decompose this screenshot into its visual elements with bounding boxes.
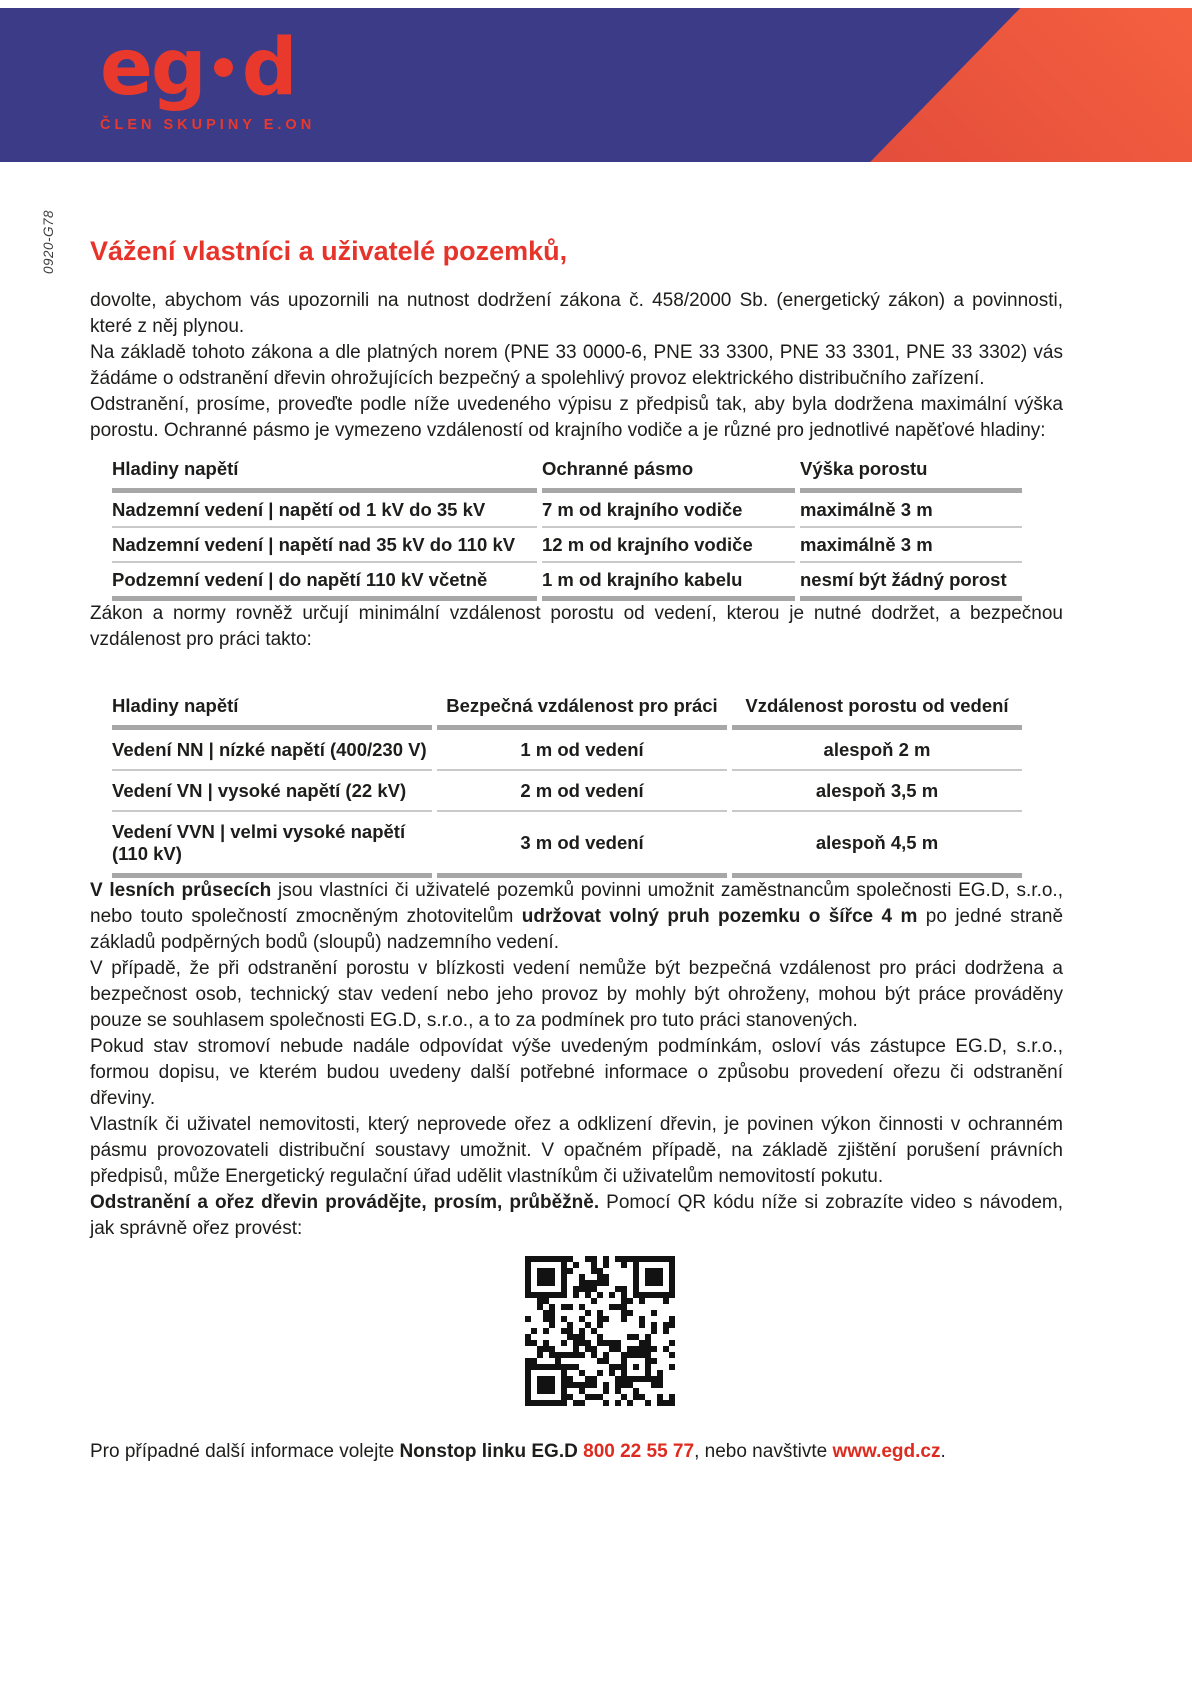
table-cell: 7 m od krajního vodiče [542,493,795,528]
text-run: po jedné straně základů podpěrných bodů (sloupů) nadzemního vedení. [90,906,1064,953]
print-code: 0920-G78 [41,209,56,274]
table-row [112,730,1022,771]
table-header-cell: Ochranné pásmo [542,454,795,493]
text-run: dovolte, abychom vás upozornili na nutnost dodržení zákona č. 458/2000 Sb. (energetický zákon) a povinnosti, které z něj plynou. [90,290,1063,337]
paragraph-intro-3 [90,392,1063,444]
table-header-cell: Výška porostu [800,454,1022,493]
egd-logo [100,22,315,133]
table-header-cell: Hladiny napětí [112,454,537,493]
logo-dot-icon [214,58,233,77]
footer-contact [90,1439,1063,1465]
table-cell: Vedení VN | vysoké napětí (22 kV) [112,771,432,812]
qr-code [525,1256,675,1406]
table-cell: Nadzemní vedení | napětí nad 35 kV do 110 kV [112,528,537,563]
table-cell: maximálně 3 m [800,493,1022,528]
paragraph-intro-2 [90,340,1063,392]
table-header-cell: Bezpečná vzdálenost pro práci [437,691,727,730]
letter-body [90,236,1063,1465]
logo-text [100,22,315,114]
table-ochranne-pasmo [107,454,1027,601]
table-header-row [112,691,1022,730]
brand-banner [0,8,1192,162]
table-row [112,771,1022,812]
hotline-label: Nonstop linku EG.D [399,1441,578,1462]
table-cell: 2 m od vedení [437,771,727,812]
table-cell: maximálně 3 m [800,528,1022,563]
logo-text-left: eg [100,23,205,113]
paragraph-qr-intro [90,1190,1063,1242]
table-row [112,812,1022,878]
text-run: Na základě tohoto zákona a dle platných norem (PNE 33 0000-6, PNE 33 3300, PNE 33 3301, PNE 33 3302) vás žádáme o odstranění dřevin ohrožujících bezpečný a spolehlivý provoz elektrického distribučního zařízení. [90,342,1063,389]
text-run: jsou vlastníci či uživatelé pozemků povinni umožnit zaměstnancům společnosti EG.D, s.r.o., nebo touto společností zmocněným zhotovitelům [90,880,1063,927]
table-cell: 1 m od vedení [437,730,727,771]
text-run: Odstranění, prosíme, proveďte podle níže uvedeného výpisu z předpisů tak, aby byla dodržena maximální výška porostu. Ochranné pásmo je vymezeno vzdáleností od krajního vodiče a je různé pro jednotlivé napěťové hladiny: [90,394,1063,441]
paragraph-v-pripade [90,956,1063,1034]
table-vzdalenosti [107,691,1027,878]
paragraph-pokud-stav [90,1034,1063,1112]
text-run: Zákon a normy rovněž určují minimální vzdálenost porostu od vedení, kterou je nutné dodržet, a bezpečnou vzdálenost pro práci takto: [90,603,1063,650]
table-row [112,563,1022,601]
table-header-row [112,454,1022,493]
table-cell: alespoň 4,5 m [732,812,1022,878]
text-run: udržovat volný pruh pozemku o šířce 4 m [521,906,918,927]
table-cell: alespoň 3,5 m [732,771,1022,812]
text-run: V lesních průsecích [90,880,272,901]
logo-text-right: d [241,23,296,113]
text-run: , nebo navštivte [694,1441,833,1462]
table-cell: 3 m od vedení [437,812,727,878]
table-cell: alespoň 2 m [732,730,1022,771]
text-run: V případě, že při odstranění porostu v blízkosti vedení nemůže být bezpečná vzdálenost pro práci dodržena a bezpečnost osob, technický stav vedení nebo jeho provoz by mohly být ohroženy, mohou být práce prováděny pouze se souhlasem společnosti EG.D, s.r.o., a to za podmínek pro tuto práci stanovených. [90,958,1063,1031]
table-cell: 12 m od krajního vodiče [542,528,795,563]
text-run: Odstranění a ořez dřevin provádějte, prosím, průběžně. [90,1192,600,1213]
website-link[interactable]: www.egd.cz [832,1441,941,1462]
paragraph-intro-1 [90,288,1063,340]
paragraph-lesni-pruseky [90,878,1063,956]
table-cell: nesmí být žádný porost [800,563,1022,601]
table-header-cell: Hladiny napětí [112,691,432,730]
table-row [112,528,1022,563]
text-run: Pomocí QR kódu níže si zobrazíte video s návodem, jak správně ořez provést: [90,1192,1063,1239]
text-run: Pokud stav stromoví nebude nadále odpovídat výše uvedeným podmínkám, osloví vás zástupce EG.D, s.r.o., formou dopisu, ve kterém budou uvedeny další potřebné informace o způsobu provedení ořezu či odstranění dřeviny. [90,1036,1063,1109]
phone-number: 800 22 55 77 [583,1441,695,1462]
table-cell: 1 m od krajního kabelu [542,563,795,601]
text-run: . [940,1441,946,1462]
page-title: Vážení vlastníci a uživatelé pozemků, [90,236,568,266]
table-row [112,493,1022,528]
logo-subtitle: ČLEN SKUPINY E.ON [100,117,316,133]
text-run: Pro případné další informace volejte [90,1441,400,1462]
table-cell: Podzemní vedení | do napětí 110 kV včetně [112,563,537,601]
table-header-cell: Vzdálenost porostu od vedení [732,691,1022,730]
table-cell: Vedení NN | nízké napětí (400/230 V) [112,730,432,771]
table-cell: Vedení VVN | velmi vysoké napětí (110 kV) [112,812,432,878]
text-run: Vlastník či uživatel nemovitosti, který neprovede ořez a odklizení dřevin, je povinen výkon činnosti v ochranném pásmu provozovateli distribuční soustavy umožnit. V opačném případě, na základě zjištění porušení právních předpisů, může Energetický regulační úřad udělit vlastníkům či uživatelům nemovitostí pokutu. [90,1114,1063,1187]
paragraph-vlastnik [90,1112,1063,1190]
qr-code-container [90,1256,1063,1406]
table-cell: Nadzemní vedení | napětí od 1 kV do 35 kV [112,493,537,528]
paragraph-between-tables [90,601,1063,653]
